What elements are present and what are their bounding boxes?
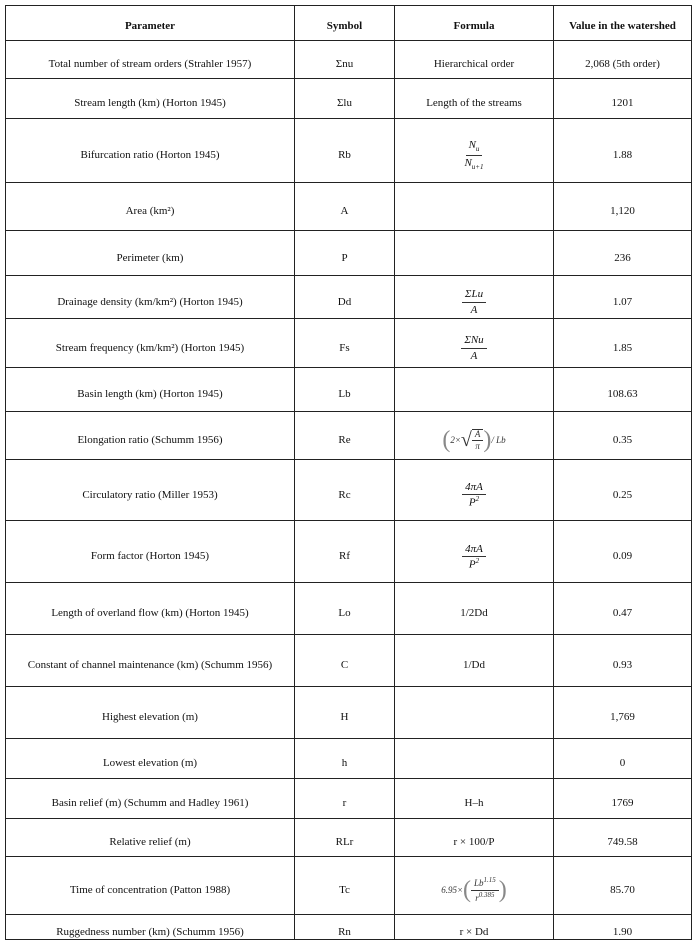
symbol-cell: Tc [295,857,395,915]
value-cell: 85.70 [554,857,692,915]
parameter-cell: Lowest elevation (m) [6,739,295,779]
parameter-cell: Length of overland flow (km) (Horton 1945) [6,583,295,635]
formula-cell [395,231,554,276]
formula-cell [395,687,554,739]
table-row [6,276,692,319]
symbol-cell: A [295,183,395,231]
symbol-cell: Lb [295,368,395,412]
value-cell: 1.85 [554,319,692,368]
denominator-text: P [468,558,476,571]
parameter-cell: Circulatory ratio (Miller 1953) [6,460,295,521]
denominator-text: r [475,893,479,903]
symbol-cell: r [295,779,395,819]
parameter-cell: Area (km²) [6,183,295,231]
numerator-text: 4πA [465,542,483,555]
numerator-text: Lb [474,878,484,889]
symbol-cell: Rb [295,119,395,183]
symbol-cell: H [295,687,395,739]
symbol-cell: Re [295,412,395,460]
symbol-cell: Fs [295,319,395,368]
formula-cell: r × Dd [395,915,554,940]
value-cell: 1769 [554,779,692,819]
value-cell: 1.88 [554,119,692,183]
formula-prefix: 2× [450,434,461,445]
table-row [6,779,692,819]
denominator-text: N [464,157,472,169]
fraction [461,139,486,172]
symbol-cell: Σnu [295,41,395,79]
elongation-formula [442,427,505,453]
numerator-text: ΣLu [464,288,484,301]
value-cell: 0.47 [554,583,692,635]
symbol-cell: P [295,231,395,276]
header-symbol: Symbol [295,6,395,41]
numerator [462,288,486,302]
formula-cell: Hierarchical order [395,41,554,79]
value-cell: 1201 [554,79,692,119]
value-cell: 108.63 [554,368,692,412]
formula-cell [395,319,554,368]
parameter-cell: Relative relief (m) [6,819,295,857]
denominator [472,441,483,452]
table-row [6,79,692,119]
parameter-cell: Stream frequency (km/km²) (Horton 1945) [6,319,295,368]
table-row [6,183,692,231]
formula-cell: H–h [395,779,554,819]
fraction [462,288,486,315]
parameter-cell: Basin length (km) (Horton 1945) [6,368,295,412]
table-row [6,41,692,79]
value-cell: 1,120 [554,183,692,231]
parameter-cell: Bifurcation ratio (Horton 1945) [6,119,295,183]
morphometric-parameters-table [5,5,692,940]
numerator [472,430,484,442]
formula-suffix: / Lb [491,434,506,445]
parameter-cell: Drainage density (km/km²) (Horton 1945) [6,276,295,319]
fraction [462,543,486,571]
formula-cell [395,183,554,231]
value-cell: 1,769 [554,687,692,739]
formula-cell [395,521,554,583]
numerator [462,543,486,557]
table-row [6,319,692,368]
value-cell: 749.58 [554,819,692,857]
table-row [6,368,692,412]
parameter-cell: Form factor (Horton 1945) [6,521,295,583]
symbol-cell: Rf [295,521,395,583]
value-cell: 0.93 [554,635,692,687]
denominator-text: π [475,441,480,452]
denominator-exponent: 0.385 [478,891,495,899]
table-row [6,231,692,276]
denominator [466,557,482,571]
header-value: Value in the watershed [554,6,692,41]
fraction [472,429,484,453]
denominator [472,891,497,904]
header-parameter: Parameter [6,6,295,41]
formula-cell [395,739,554,779]
denominator [461,156,486,172]
fraction [462,481,486,509]
formula-prefix: 6.95× [441,884,464,895]
value-cell: 0 [554,739,692,779]
value-cell: 0.25 [554,460,692,521]
right-paren: ) [483,427,492,454]
value-cell: 1.90 [554,915,692,940]
value-cell: 1.07 [554,276,692,319]
table-row [6,915,692,940]
denominator [468,349,481,362]
formula-cell: 1/2Dd [395,583,554,635]
numerator [466,139,483,156]
fraction [461,334,486,361]
denominator-subscript: u+1 [471,163,484,172]
parameter-cell: Perimeter (km) [6,231,295,276]
formula-cell: Length of the streams [395,79,554,119]
symbol-cell: h [295,739,395,779]
table-row [6,857,692,915]
formula-cell [395,460,554,521]
symbol-cell: Σlu [295,79,395,119]
numerator [462,481,486,495]
denominator-text: A [470,303,478,316]
value-cell: 2,068 (5th order) [554,41,692,79]
table-row [6,521,692,583]
denominator [468,303,481,316]
square-root [461,429,483,453]
parameter-cell: Highest elevation (m) [6,687,295,739]
denominator-text: P [468,496,476,509]
formula-cell [395,119,554,183]
formula-cell [395,412,554,460]
value-cell: 0.35 [554,412,692,460]
parameter-cell: Basin relief (m) (Schumm and Hadley 1961) [6,779,295,819]
left-paren: ( [463,877,472,904]
concentration-formula [441,877,507,904]
table-row [6,687,692,739]
value-cell: 236 [554,231,692,276]
numerator [471,877,499,891]
numerator-text: ΣNu [464,334,484,347]
numerator-text: N [468,139,476,152]
parameter-cell: Elongation ratio (Schumm 1956) [6,412,295,460]
left-paren: ( [442,427,451,454]
table-row [6,412,692,460]
table-row [6,583,692,635]
symbol-cell: C [295,635,395,687]
numerator-text: 4πA [465,481,483,494]
formula-cell: r × 100/P [395,819,554,857]
numerator-text: A [474,428,481,439]
radical-sign: √ [460,429,472,452]
parameter-cell: Constant of channel maintenance (km) (Schumm 1956) [6,635,295,687]
formula-cell [395,276,554,319]
header-formula: Formula [395,6,554,41]
numerator [461,334,486,348]
parameter-cell: Ruggedness number (km) (Schumm 1956) [6,915,295,940]
symbol-cell: Lo [295,583,395,635]
header-row [6,6,692,41]
formula-cell [395,368,554,412]
formula-cell: 1/Dd [395,635,554,687]
parameter-cell: Time of concentration (Patton 1988) [6,857,295,915]
symbol-cell: Dd [295,276,395,319]
numerator-exponent: 1.15 [483,876,496,885]
table-row [6,635,692,687]
numerator-subscript: u [475,145,480,154]
table-row [6,460,692,521]
table-row [6,819,692,857]
right-paren: ) [498,877,507,904]
table-row [6,119,692,183]
denominator-text: A [470,349,478,362]
symbol-cell: Rn [295,915,395,940]
fraction [471,877,499,904]
denominator [466,495,482,509]
denominator-exponent: 2 [475,495,480,504]
symbol-cell: RLr [295,819,395,857]
symbol-cell: Rc [295,460,395,521]
parameter-cell: Stream length (km) (Horton 1945) [6,79,295,119]
formula-cell [395,857,554,915]
denominator-exponent: 2 [475,556,480,565]
value-cell: 0.09 [554,521,692,583]
table-row [6,739,692,779]
parameter-cell: Total number of stream orders (Strahler 1957) [6,41,295,79]
